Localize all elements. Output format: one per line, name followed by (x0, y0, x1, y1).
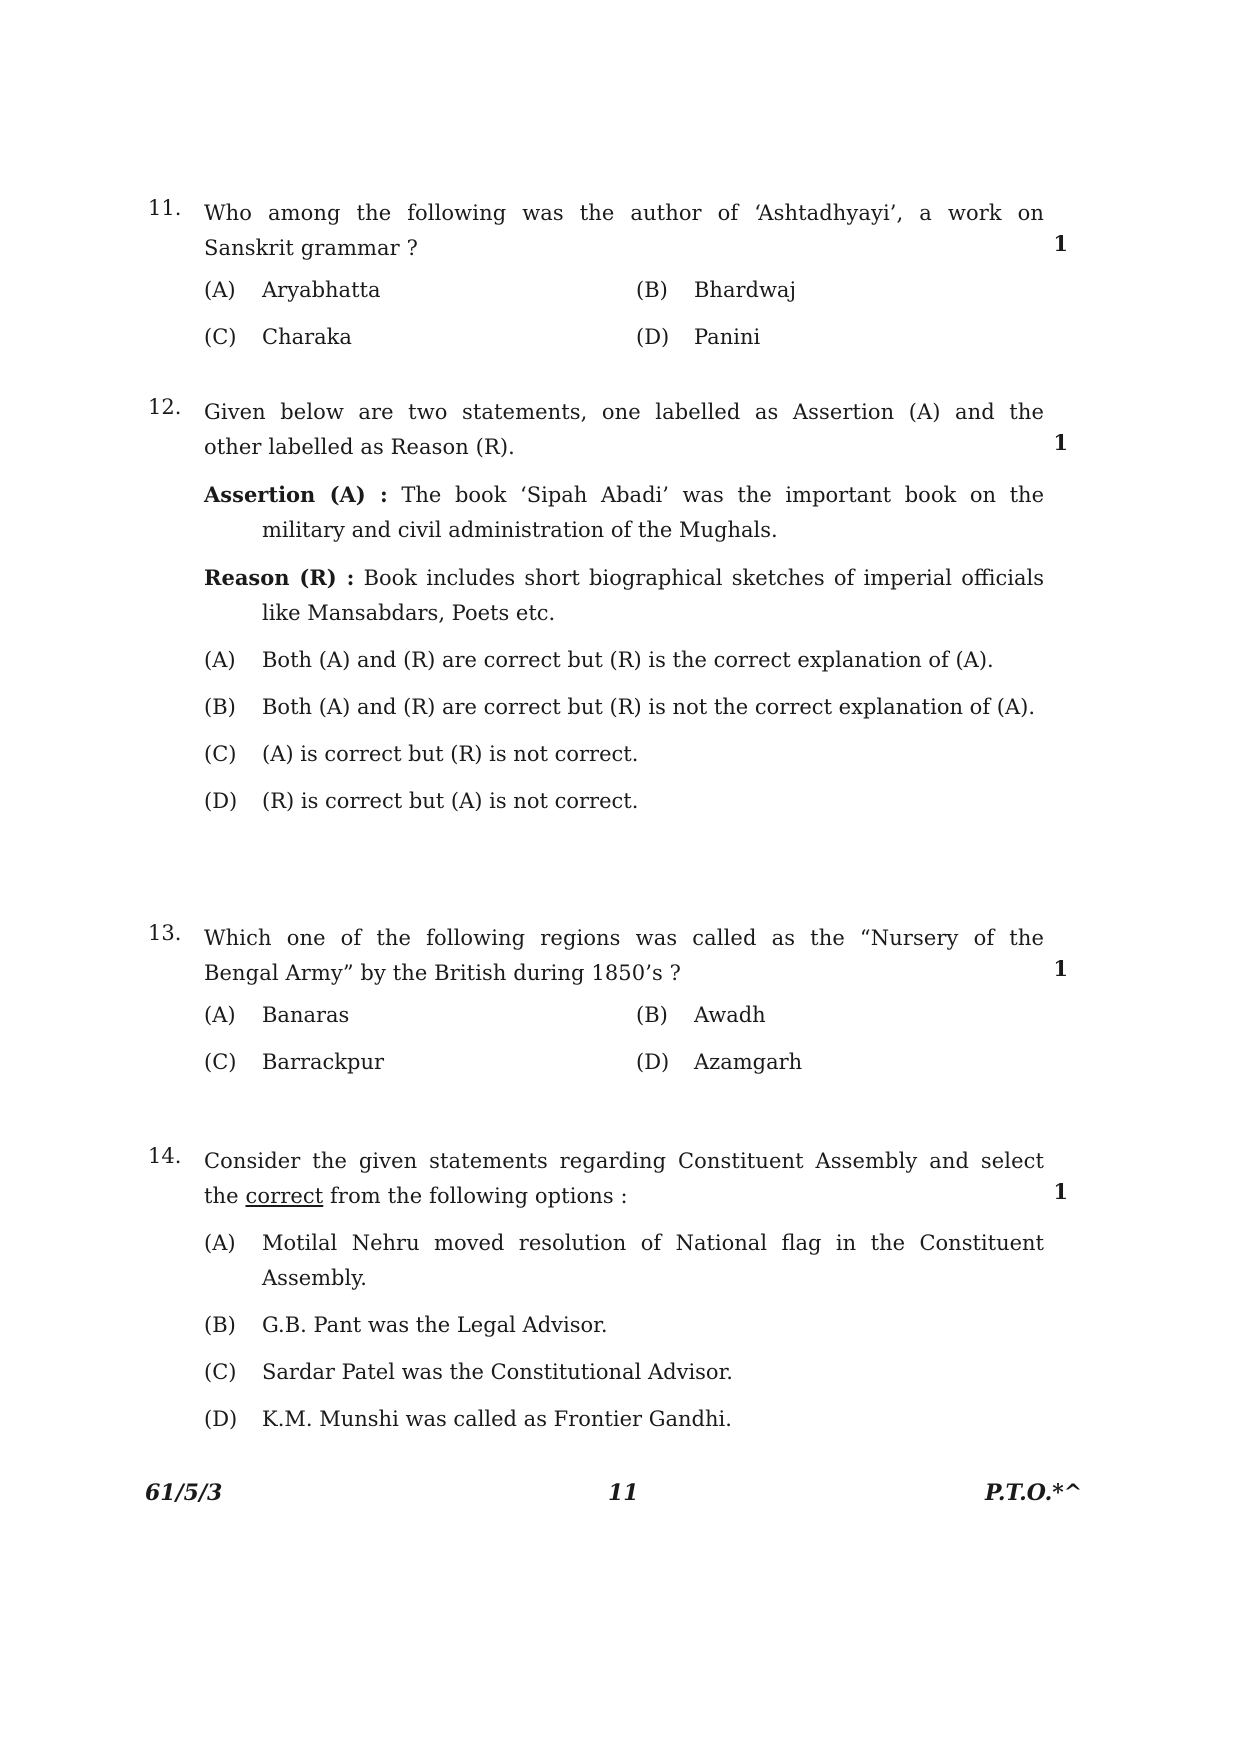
option-text: (A) is correct but (R) is not correct. (262, 742, 639, 766)
option-d (204, 784, 1068, 819)
assertion-label: Assertion (A) : (204, 482, 388, 507)
option-a (204, 643, 1068, 678)
option-text: G.B. Pant was the Legal Advisor. (262, 1313, 608, 1337)
question-number: 14. (148, 1144, 182, 1168)
option-c (204, 1050, 636, 1097)
question-11 (148, 196, 1068, 372)
option-text: Bhardwaj (694, 278, 796, 302)
pto-marker: P.T.O.*^ (985, 1480, 1083, 1506)
option-text: Barrackpur (262, 1050, 385, 1074)
option-label: (B) (204, 695, 236, 719)
option-text: Awadh (694, 1003, 766, 1027)
option-text: Charaka (262, 325, 352, 349)
option-b (204, 1308, 1068, 1343)
reason-text: Book includes short biographical sketches of imperial officials like Mansabdars, Poets etc. (262, 566, 1044, 625)
option-text: Banaras (262, 1003, 350, 1027)
question-line-1: Which one of the following regions was called as the “Nursery of the (204, 926, 1044, 950)
option-d (636, 325, 1068, 372)
page-number: 11 (608, 1480, 639, 1506)
option-text: Azamgarh (694, 1050, 803, 1074)
option-label: (C) (204, 1050, 237, 1074)
option-b (636, 1003, 1068, 1050)
question-text (204, 395, 1044, 465)
option-label: (A) (204, 1003, 236, 1027)
question-text (204, 1144, 1044, 1214)
option-a (204, 1226, 1068, 1296)
option-text: Sardar Patel was the Constitutional Advisor. (262, 1360, 733, 1384)
option-label: (C) (204, 325, 237, 349)
option-a (204, 1003, 636, 1050)
marks: 1 (1053, 956, 1068, 981)
option-label: (A) (204, 648, 236, 672)
question-13 (148, 921, 1068, 1097)
option-label: (B) (636, 1003, 668, 1027)
option-c (204, 1355, 1068, 1390)
options-grid (204, 278, 1068, 372)
option-d (204, 1402, 1068, 1437)
question-text (204, 196, 1044, 266)
options-list (148, 643, 1068, 819)
question-number: 11. (148, 196, 182, 220)
question-line-1: Given below are two statements, one labelled as Assertion (A) and the (204, 400, 1044, 424)
marks: 1 (1053, 1179, 1068, 1204)
options-list (204, 1226, 1068, 1437)
option-c (204, 737, 1068, 772)
option-text: Panini (694, 325, 761, 349)
option-b (636, 278, 1068, 325)
question-line-2: Sanskrit grammar ? (204, 236, 418, 260)
underlined-word: correct (245, 1184, 324, 1208)
line-text: the (204, 1184, 246, 1208)
reason (204, 560, 1044, 631)
question-line-2 (204, 1179, 1044, 1214)
option-text: (R) is correct but (A) is not correct. (262, 789, 639, 813)
option-b (204, 690, 1068, 725)
question-number: 13. (148, 921, 182, 945)
option-label: (D) (636, 1050, 670, 1074)
option-label: (D) (636, 325, 670, 349)
options-grid (204, 1003, 1068, 1097)
option-label: (A) (204, 1231, 236, 1255)
option-label: (B) (636, 278, 668, 302)
question-14 (148, 1144, 1068, 1449)
assertion-reason (204, 477, 1044, 631)
paper-code: 61/5/3 (145, 1480, 223, 1506)
question-line-1: Who among the following was the author of ‘Ashtadhyayi’, a work on (204, 201, 1044, 225)
option-label: (C) (204, 742, 237, 766)
option-c (204, 325, 636, 372)
option-label: (C) (204, 1360, 237, 1384)
option-label: (B) (204, 1313, 236, 1337)
option-a (204, 278, 636, 325)
option-label: (A) (204, 278, 236, 302)
question-text (204, 921, 1044, 991)
option-text: Motilal Nehru moved resolution of National flag in the Constituent Assembly. (262, 1231, 1044, 1290)
line-text: from the following options : (323, 1184, 628, 1208)
option-label: (D) (204, 789, 238, 813)
option-d (636, 1050, 1068, 1097)
question-line-1: Consider the given statements regarding Constituent Assembly and select (204, 1149, 1044, 1173)
marks: 1 (1053, 231, 1068, 256)
marks: 1 (1053, 430, 1068, 455)
question-line-2: other labelled as Reason (R). (204, 435, 515, 459)
question-12 (148, 395, 1068, 831)
option-text: Both (A) and (R) are correct but (R) is not the correct explanation of (A). (262, 695, 1035, 719)
option-label: (D) (204, 1407, 238, 1431)
question-number: 12. (148, 395, 182, 419)
assertion-text: The book ‘Sipah Abadi’ was the important book on the military and civil administration of the Mughals. (262, 483, 1044, 542)
option-text: Both (A) and (R) are correct but (R) is the correct explanation of (A). (262, 648, 994, 672)
assertion (204, 477, 1044, 548)
option-text: Aryabhatta (262, 278, 381, 302)
reason-label: Reason (R) : (204, 565, 355, 590)
question-line-2: Bengal Army” by the British during 1850’s ? (204, 961, 681, 985)
option-text: K.M. Munshi was called as Frontier Gandhi. (262, 1407, 732, 1431)
